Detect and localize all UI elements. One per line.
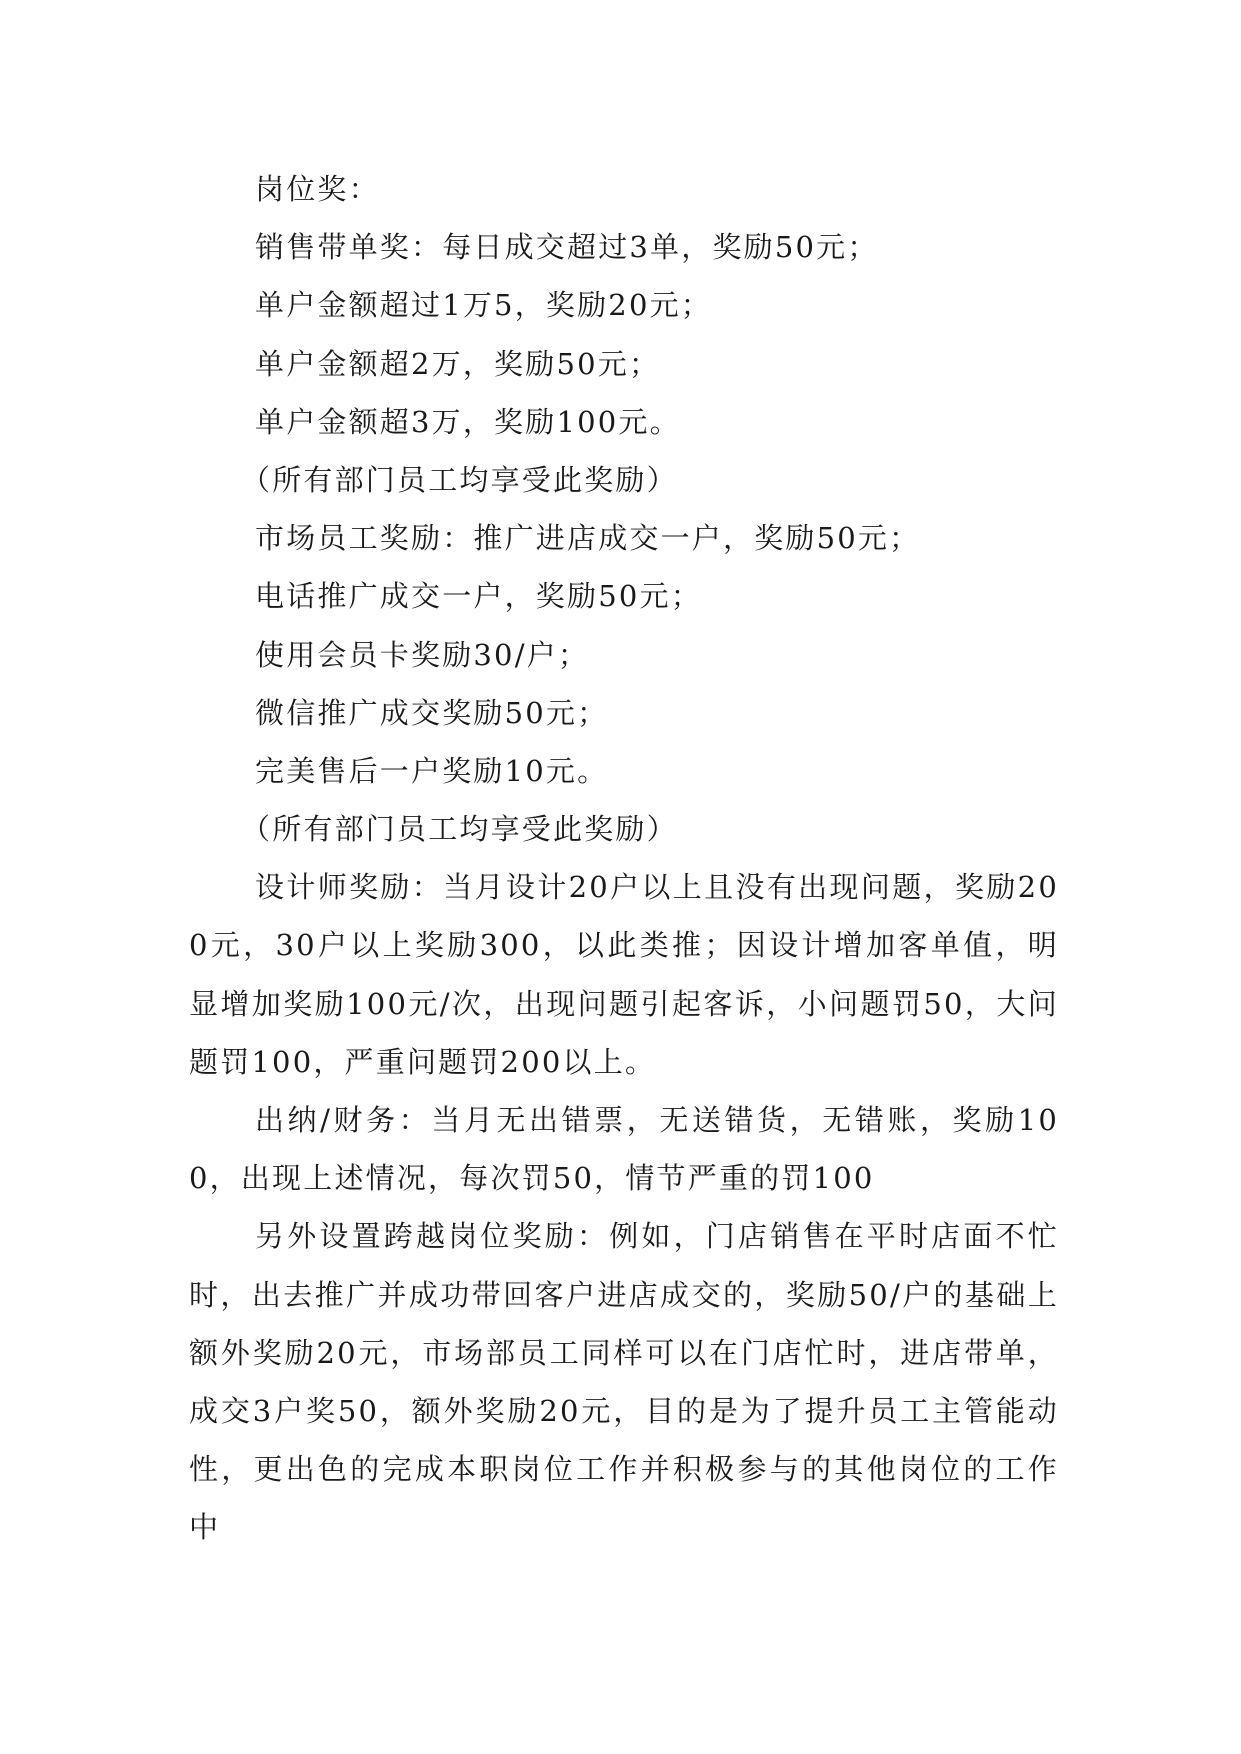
market-bonus-line: 电话推广成交一户，奖励50元； <box>255 579 702 614</box>
cross-role-bonus-paragraph: 另外设置跨越岗位奖励：例如，门店销售在平时店面不忙时，出去推广并成功带回客户进店成交的，奖励50/户的基础上额外奖励20元，市场部员工同样可以在门店忙时，进店带单，成交3户奖50，额外奖励20元，目的是为了提升员工主管能动性，更出色的完成本职岗位工作并积极参与的其他岗位的工作中 <box>189 1219 1059 1545</box>
market-bonus-line: 市场员工奖励：推广进店成交一户，奖励50元； <box>255 521 921 556</box>
market-bonus-line: 微信推广成交奖励50元； <box>255 695 609 730</box>
note-line: （所有部门员工均享受此奖励） <box>241 462 678 497</box>
designer-bonus-paragraph: 设计师奖励：当月设计20户以上且没有出现问题，奖励200元，30户以上奖励300，以此类推；因设计增加客单值，明显增加奖励100元/次，出现问题引起客诉，小问题罚50，大问题罚100，严重问题罚200以上。 <box>189 870 1059 1079</box>
sales-bonus-line: 单户金额超过1万5，奖励20元； <box>255 288 713 323</box>
document-body <box>189 160 1059 1557</box>
section-heading: 岗位奖： <box>255 172 380 206</box>
sales-bonus-line: 销售带单奖：每日成交超过3单，奖励50元； <box>255 230 879 265</box>
sales-bonus-line: 单户金额超2万，奖励50元； <box>255 346 661 381</box>
market-bonus-line: 完美售后一户奖励10元。 <box>255 753 609 788</box>
finance-bonus-paragraph: 出纳/财务：当月无出错票，无送错货，无错账，奖励100，出现上述情况，每次罚50，情节严重的罚100 <box>189 1103 1059 1196</box>
note-line: （所有部门员工均享受此奖励） <box>241 812 678 847</box>
sales-bonus-line: 单户金额超3万，奖励100元。 <box>255 404 681 439</box>
market-bonus-line: 使用会员卡奖励30/户； <box>255 637 590 672</box>
